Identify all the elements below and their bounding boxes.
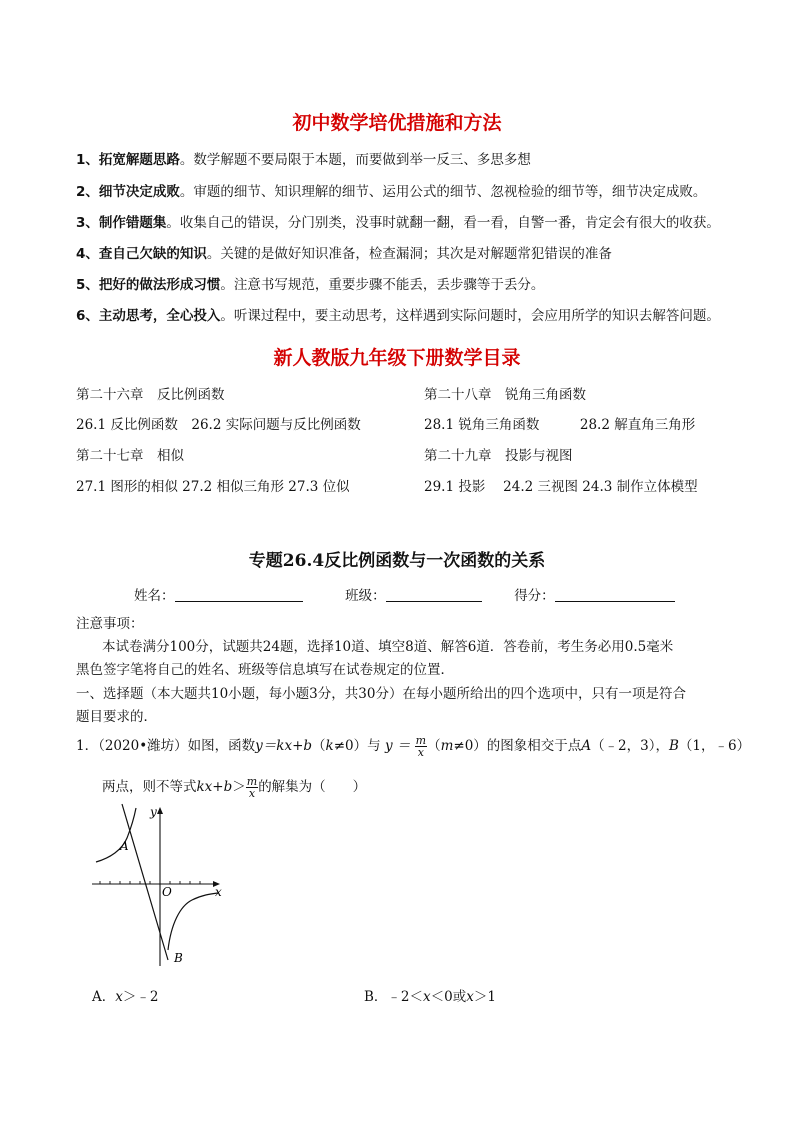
- student-info-row: [134, 584, 675, 604]
- toc-chapter-27: 第二十七章 相似: [76, 448, 184, 464]
- tip-item-2: 2、细节决定成败。审题的细节、知识理解的细节、运用公式的细节、忽视检验的细节等，细节决定成败。: [76, 184, 707, 200]
- function-graph: [88, 800, 228, 972]
- notice-line-1: 本试卷满分100分，试题共24题，选择10道、填空8道、解答6道．答卷前，考生务必用0.5毫米: [102, 639, 674, 655]
- section1-line-1: 一、选择题（本大题共10小题，每小题3分，共30分）在每小题所给出的四个选项中，只有一项是符合: [76, 686, 686, 702]
- tip-item-3: 3、制作错题集。收集自己的错误，分门别类，没事时就翻一翻，看一看，自警一番，肯定会有很大的收获。: [76, 215, 720, 231]
- tip-item-6: 6、主动思考，全心投入。听课过程中，要主动思考，这样遇到实际问题时，会应用所学的知识去解答问题。: [76, 308, 720, 324]
- tip-item-4: 4、查自己欠缺的知识。关键的是做好知识准备，检查漏洞；其次是对解题常犯错误的准备: [76, 246, 612, 262]
- toc-chapter-26: 第二十六章 反比例函数: [76, 387, 225, 403]
- x-axis-label: x: [215, 885, 222, 899]
- tip-item-1: 1、拓宽解题思路。数学解题不要局限于本题，而要做到举一反三、多思多想: [76, 152, 531, 168]
- point-b-label: B: [174, 951, 183, 965]
- point-a-label: A: [120, 839, 129, 853]
- toc-sections-27: 27.1 图形的相似 27.2 相似三角形 27.3 位似: [76, 479, 350, 495]
- toc-chapter-29: 第二十九章 投影与视图: [424, 448, 573, 464]
- origin-label: O: [162, 885, 172, 899]
- score-label: 得分：: [514, 588, 555, 604]
- name-label: 姓名：: [134, 588, 175, 604]
- exam-title: 专题26.4反比例函数与一次函数的关系: [248, 551, 546, 571]
- class-label: 班级：: [345, 588, 386, 604]
- hyperbola-right-branch: [168, 893, 218, 950]
- section1-line-2: 题目要求的．: [76, 709, 157, 725]
- fraction-m-over-x: $\frac{m}{x}$: [415, 734, 427, 759]
- hyperbola-left-branch: [96, 808, 136, 862]
- linear-function-line: [122, 804, 168, 960]
- y-axis-label: y: [150, 805, 157, 819]
- x-axis: [92, 881, 220, 887]
- score-field[interactable]: [555, 587, 675, 602]
- class-field[interactable]: [386, 587, 482, 602]
- notice-line-2: 黑色签字笔将自己的姓名、班级等信息填写在试卷规定的位置．: [76, 662, 454, 678]
- toc-sections-28: 28.1 锐角三角函数 28.2 解直角三角形: [424, 417, 696, 433]
- tip-item-5: 5、把好的做法形成习惯。注意书写规范，重要步骤不能丢，丢步骤等于丢分。: [76, 277, 545, 293]
- page-title: 初中数学培优措施和方法: [292, 112, 502, 134]
- notice-label: 注意事项：: [76, 616, 144, 632]
- toc-title: 新人教版九年级下册数学目录: [273, 347, 521, 369]
- question-1-stem-line-2: 两点，则不等式kx+b＞ $\frac{m}{x}$ 的解集为（ ）: [102, 775, 367, 800]
- toc-chapter-28: 第二十八章 锐角三角函数: [424, 387, 586, 403]
- toc-sections-26: 26.1 反比例函数 26.2 实际问题与反比例函数: [76, 417, 361, 433]
- fraction-m-over-x-2: $\frac{m}{x}$: [246, 775, 258, 800]
- toc-sections-29: 29.1 投影 24.2 三视图 24.3 制作立体模型: [424, 479, 698, 495]
- option-b[interactable]: B．﹣2＜x＜0或x＞1: [364, 989, 496, 1005]
- question-1-stem-line-1: 1．（2020•潍坊）如图，函数y＝kx+b（k≠0）与 y ＝ $\frac{m}{x}$ （m≠0）的图象相交于点A（﹣2，3），B（1，﹣6）: [76, 734, 751, 759]
- name-field[interactable]: [175, 587, 303, 602]
- option-a[interactable]: A．x＞﹣2: [92, 989, 159, 1005]
